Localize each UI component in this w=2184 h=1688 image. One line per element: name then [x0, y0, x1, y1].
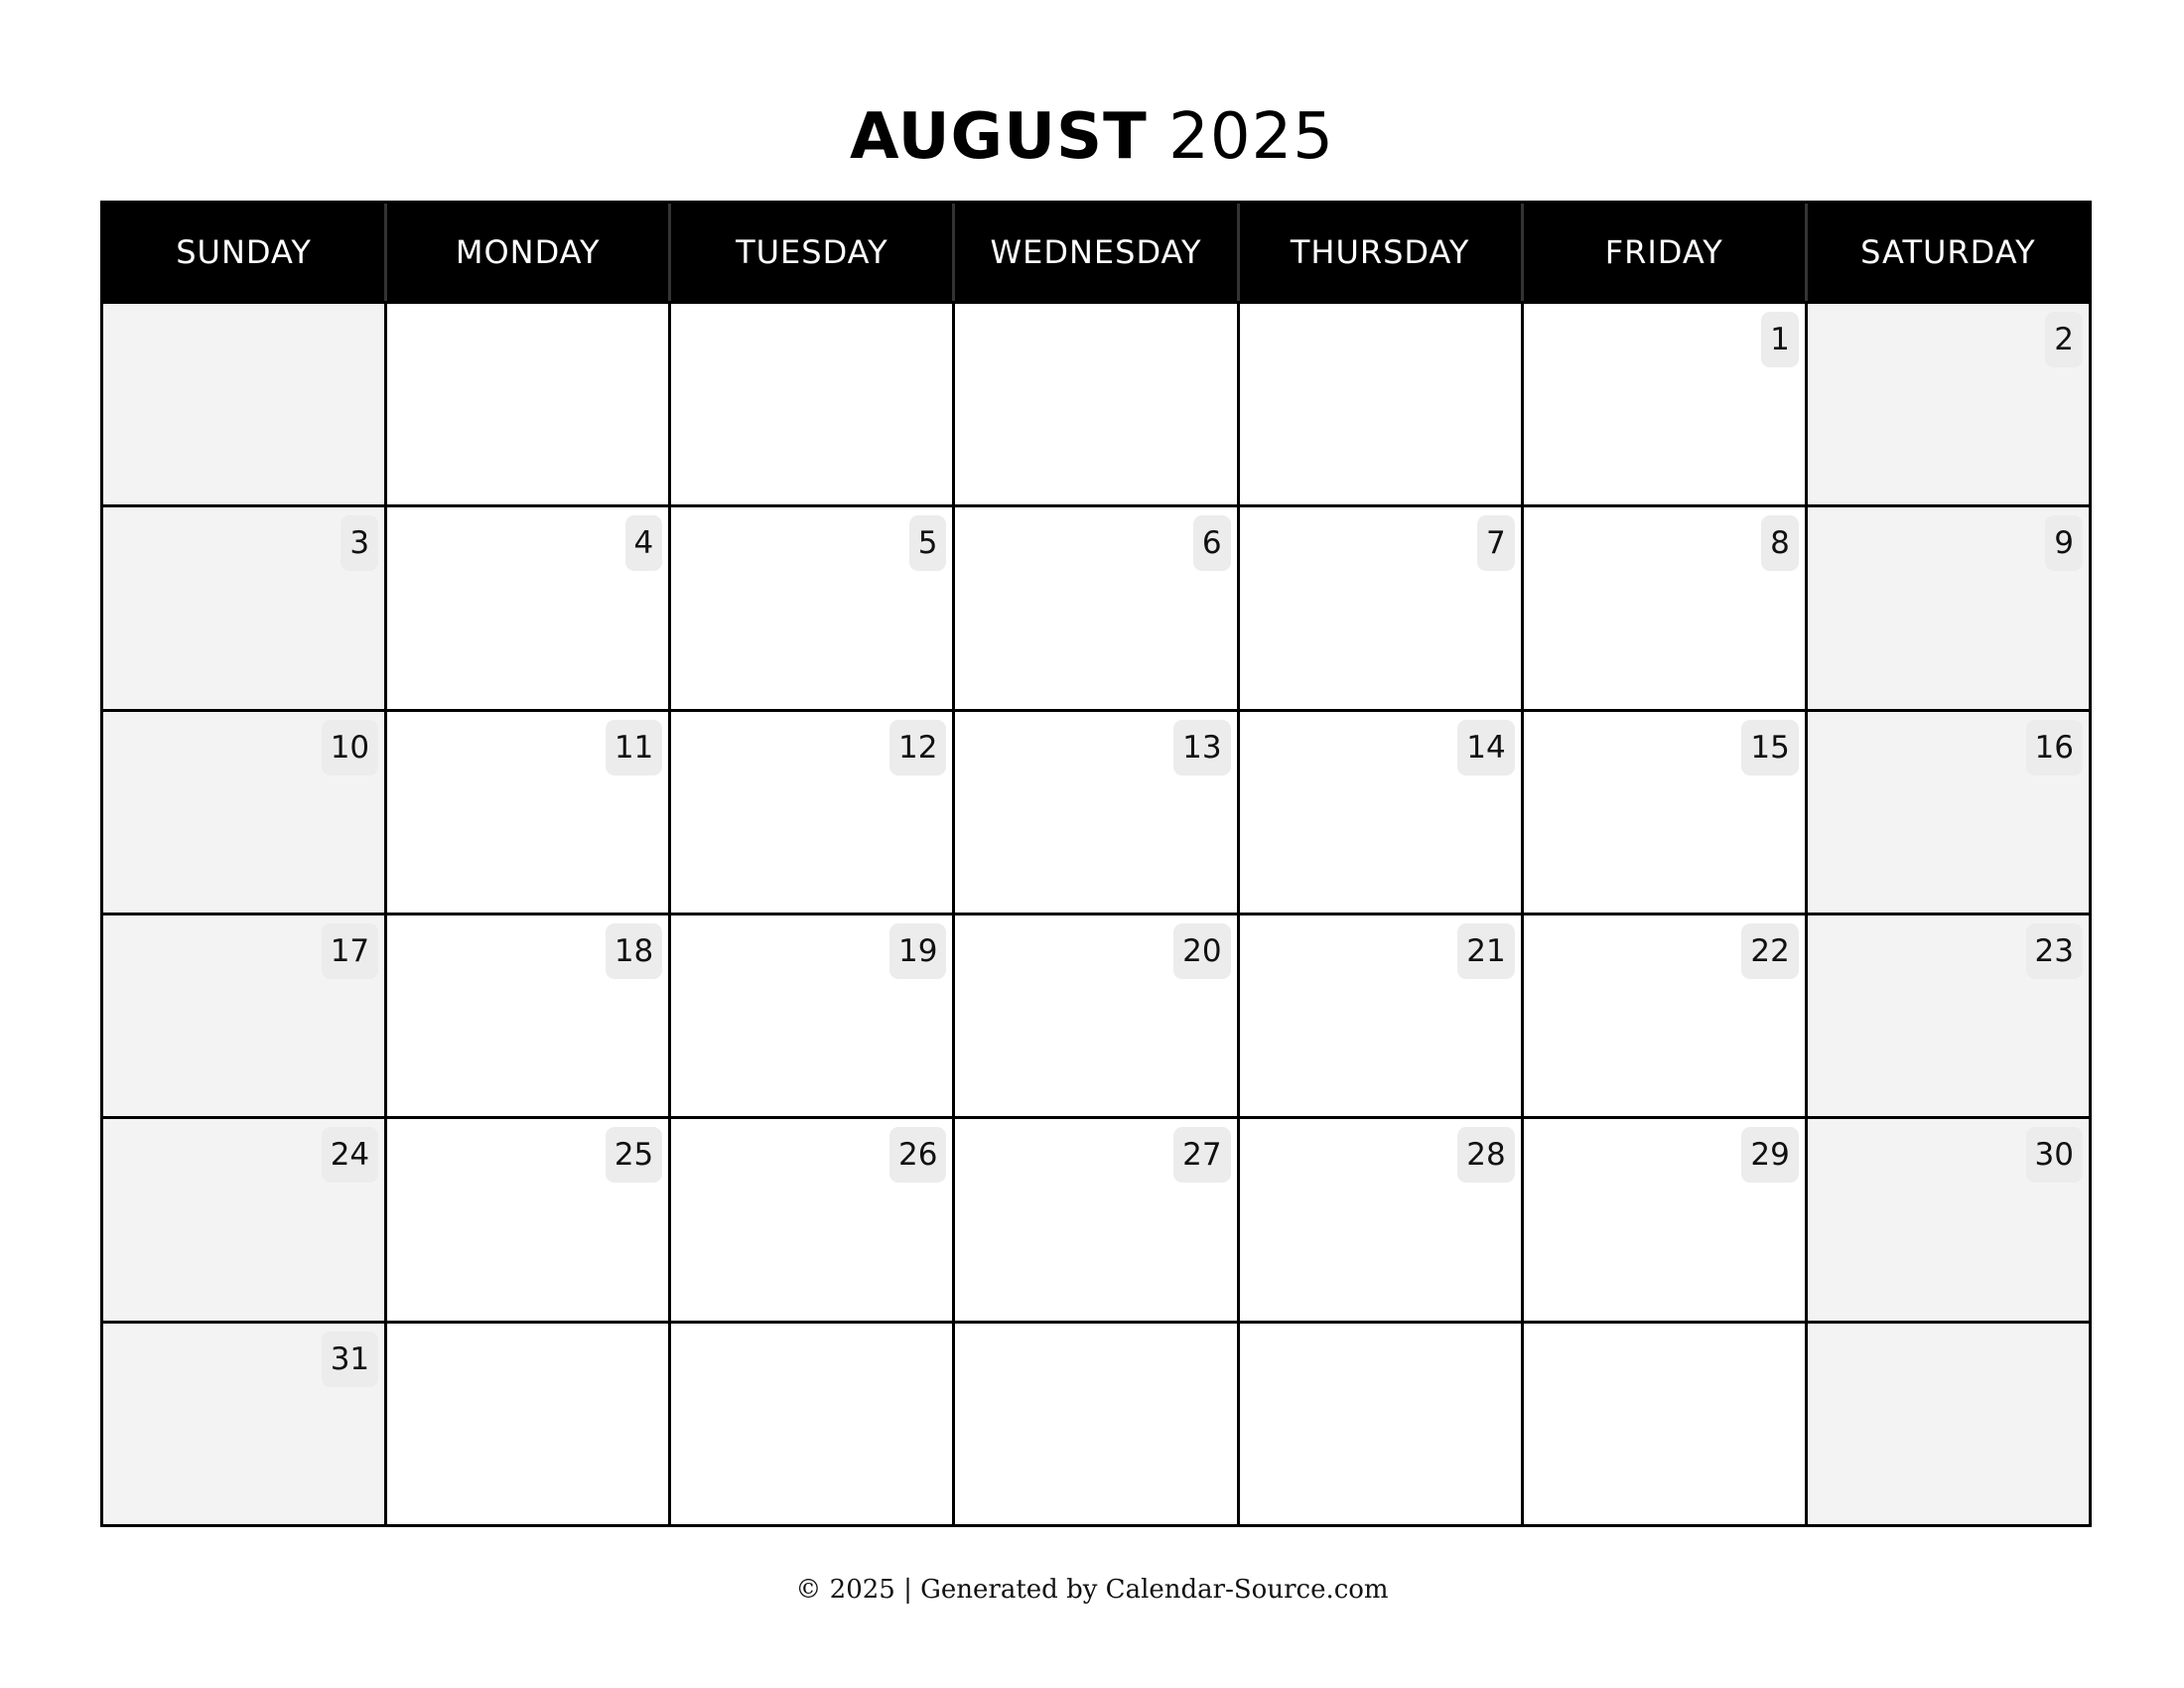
day-cell	[955, 304, 1236, 504]
date-number: 25	[606, 1127, 662, 1183]
weekday-header-tuesday: TUESDAY	[671, 204, 952, 301]
calendar-title	[0, 97, 2184, 177]
weekday-header-monday: MONDAY	[387, 204, 668, 301]
date-number: 17	[322, 923, 378, 979]
date-number: 11	[606, 720, 662, 775]
date-number: 20	[1173, 923, 1230, 979]
date-number: 23	[2026, 923, 2083, 979]
date-number: 29	[1741, 1127, 1798, 1183]
day-cell	[955, 1324, 1236, 1524]
day-cell	[103, 1119, 384, 1320]
date-number: 1	[1761, 312, 1799, 367]
day-cell	[1240, 712, 1521, 913]
day-cell	[103, 915, 384, 1116]
day-cell	[671, 712, 952, 913]
date-number: 13	[1173, 720, 1230, 775]
date-number: 21	[1457, 923, 1514, 979]
day-cell	[955, 915, 1236, 1116]
title-year: 2025	[1168, 100, 1334, 174]
day-cell	[1240, 1119, 1521, 1320]
day-cell	[103, 1324, 384, 1524]
day-cell	[1240, 1324, 1521, 1524]
date-number: 30	[2026, 1127, 2083, 1183]
day-cell	[387, 712, 668, 913]
date-number: 24	[322, 1127, 378, 1183]
date-number: 12	[889, 720, 946, 775]
calendar-grid	[100, 201, 2092, 1527]
date-number: 14	[1457, 720, 1514, 775]
date-number: 7	[1477, 515, 1515, 571]
date-number: 8	[1761, 515, 1799, 571]
date-number: 6	[1193, 515, 1231, 571]
date-number: 19	[889, 923, 946, 979]
weekday-header-saturday: SATURDAY	[1808, 204, 2089, 301]
day-cell	[1524, 304, 1805, 504]
day-cell	[103, 507, 384, 708]
date-number: 10	[322, 720, 378, 775]
day-cell	[1524, 1119, 1805, 1320]
day-cell	[1524, 915, 1805, 1116]
day-cell	[387, 1119, 668, 1320]
date-number: 15	[1741, 720, 1798, 775]
footer-credit: © 2025 | Generated by Calendar-Source.com	[795, 1575, 1389, 1605]
date-number: 9	[2045, 515, 2083, 571]
date-number: 16	[2026, 720, 2083, 775]
date-number: 26	[889, 1127, 946, 1183]
day-cell	[671, 915, 952, 1116]
date-number: 18	[606, 923, 662, 979]
day-cell	[671, 304, 952, 504]
date-number: 27	[1173, 1127, 1230, 1183]
day-cell	[671, 507, 952, 708]
day-cell	[955, 712, 1236, 913]
day-cell	[387, 304, 668, 504]
day-cell	[1808, 1119, 2089, 1320]
day-cell	[1808, 304, 2089, 504]
date-number: 28	[1457, 1127, 1514, 1183]
date-number: 3	[341, 515, 378, 571]
day-cell	[1808, 712, 2089, 913]
title-month: AUGUST	[850, 100, 1148, 174]
day-cell	[103, 712, 384, 913]
weekday-header-wednesday: WEDNESDAY	[955, 204, 1236, 301]
day-cell	[1524, 1324, 1805, 1524]
day-cell	[1524, 507, 1805, 708]
day-cell	[1808, 915, 2089, 1116]
date-number: 22	[1741, 923, 1798, 979]
day-cell	[1524, 712, 1805, 913]
day-cell	[387, 507, 668, 708]
day-cell	[955, 507, 1236, 708]
day-cell	[1240, 304, 1521, 504]
day-cell	[671, 1119, 952, 1320]
day-cell	[1240, 915, 1521, 1116]
weekday-header-friday: FRIDAY	[1524, 204, 1805, 301]
day-cell	[103, 304, 384, 504]
day-cell	[387, 915, 668, 1116]
day-cell	[1240, 507, 1521, 708]
day-cell	[1808, 507, 2089, 708]
day-cell	[387, 1324, 668, 1524]
day-cell	[1808, 1324, 2089, 1524]
date-number: 31	[322, 1332, 378, 1387]
weekday-header-thursday: THURSDAY	[1240, 204, 1521, 301]
date-number: 2	[2045, 312, 2083, 367]
weekday-header-sunday: SUNDAY	[103, 204, 384, 301]
date-number: 4	[625, 515, 663, 571]
date-number: 5	[909, 515, 947, 571]
day-cell	[671, 1324, 952, 1524]
day-cell	[955, 1119, 1236, 1320]
